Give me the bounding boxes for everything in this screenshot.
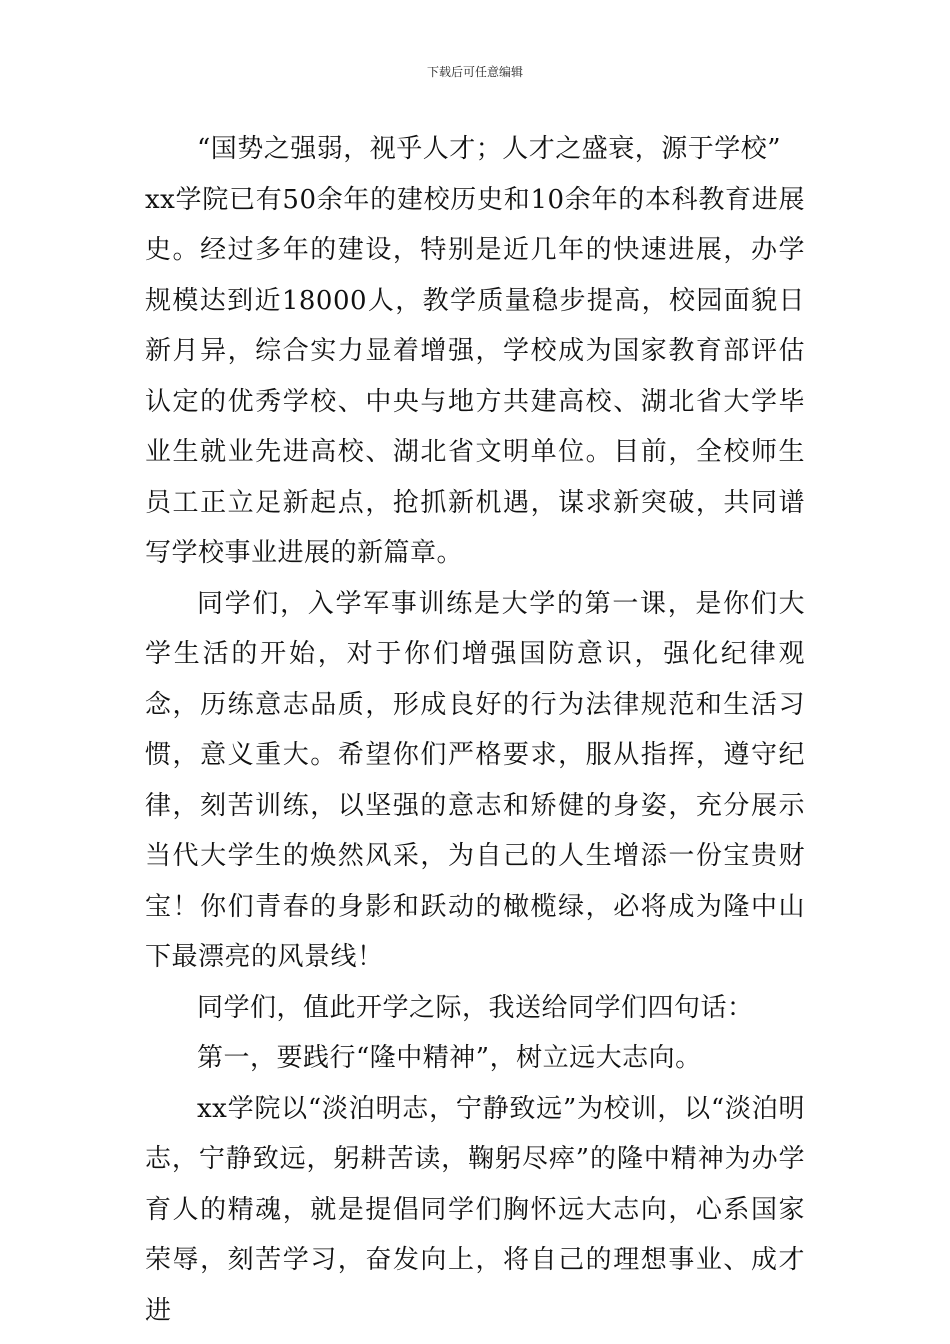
page-header: 下载后可任意编辑 <box>426 65 523 79</box>
document-body <box>145 124 805 1336</box>
paragraph-military-training: 同学们，入学军事训练是大学的第一课，是你们大学生活的开始，对于你们增强国防意识，强化纪律观念，历练意志品质，形成良好的行为法律规范和生活习惯，意义重大。希望你们严格要求，服从指挥，遵守纪律，刻苦训练，以坚强的意志和矫健的身姿，充分展示当代大学生的焕然风采，为自己的人生增添一份宝贵财宝！你们青春的身影和跃动的橄榄绿，必将成为隆中山下最漂亮的风景线！ <box>145 588 805 972</box>
paragraph-four-sentences: 同学们，值此开学之际，我送给同学们四句话： <box>197 992 754 1023</box>
paragraph-school-history: xx学院已有50余年的建校历史和10余年的本科教育进展史。经过多年的建设，特别是近几年的快速进展，办学规模达到近18000人，教学质量稳步提高，校园面貌日新月异，综合实力显着增强，学校成为国家教育部评估认定的优秀学校、中央与地方共建高校、湖北省大学毕业生就业先进高校、湖北省文明单位。目前，全校师生员工正立足新起点，抢抓新机遇，谋求新突破，共同谱写学校事业进展的新篇章。 <box>145 184 805 568</box>
paragraph-first-point: 第一，要践行“隆中精神”，树立远大志向。 <box>197 1043 702 1073</box>
paragraph-quote: “国势之强弱，视乎人才；人才之盛衰，源于学校” <box>197 134 782 164</box>
paragraph-school-motto: xx学院以“淡泊明志，宁静致远”为校训，以“淡泊明志，宁静致远，躬耕苦读，鞠躬尽瘁”的隆中精神为办学育人的精魂，就是提倡同学们胸怀远大志向，心系国家荣辱，刻苦学习，奋发向上，将自己的理想事业、成才进 <box>145 1093 805 1326</box>
